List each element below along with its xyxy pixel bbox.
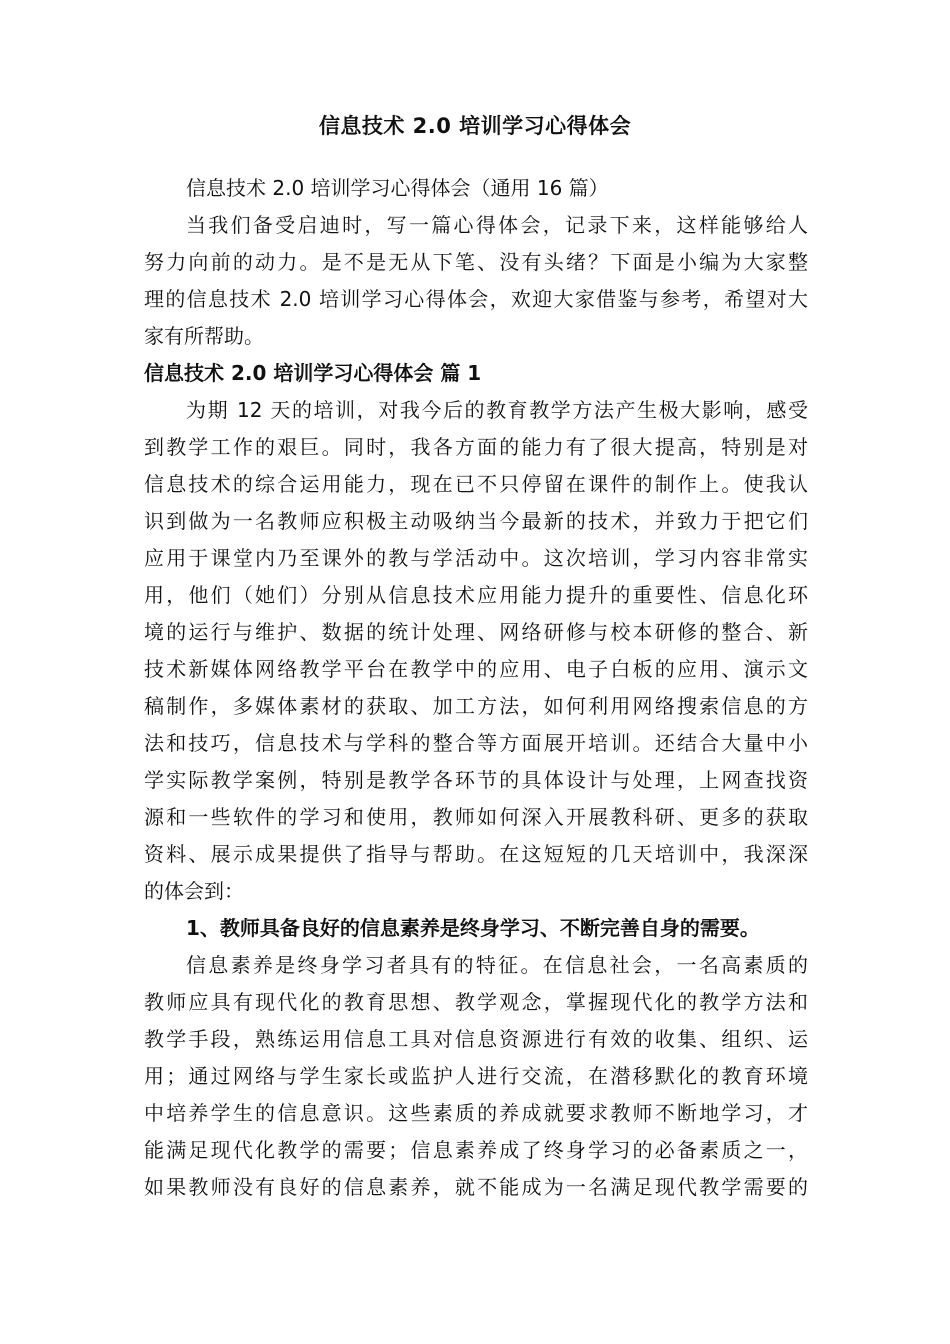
- paragraph-line: 境的运行与维护、数据的统计处理、网络研修与校本研修的整合、新: [144, 620, 808, 644]
- paragraph-line: 学实际教学案例，特别是教学各环节的具体设计与处理，上网查找资: [144, 768, 808, 792]
- paragraph-line: 到教学工作的艰巨。同时，我各方面的能力有了很大提高，特别是对: [144, 435, 808, 459]
- paragraph-line: 努力向前的动力。是不是无从下笔、没有头绪？下面是小编为大家整: [144, 250, 808, 274]
- document-title: 信息技术 2.0 培训学习心得体会: [318, 114, 632, 138]
- paragraph-line: 家有所帮助。: [144, 324, 264, 348]
- paragraph-line: 应用于课堂内乃至课外的教与学活动中。这次培训，学习内容非常实: [144, 546, 808, 570]
- paragraph-line: 信息技术的综合运用能力，现在已不只停留在课件的制作上。使我认: [144, 472, 808, 496]
- paragraph-line: 用，他们（她们）分别从信息技术应用能力提升的重要性、信息化环: [144, 583, 808, 607]
- document-body: [144, 170, 808, 1206]
- paragraph-line: 能满足现代化教学的需要；信息素养成了终身学习的必备素质之一，: [144, 1138, 808, 1162]
- paragraph-line: 的体会到：: [144, 879, 244, 903]
- paragraph-line: 为期 12 天的培训，对我今后的教育教学方法产生极大影响，感受: [186, 398, 808, 422]
- paragraph-line: 中培养学生的信息意识。这些素质的养成就要求教师不断地学习，才: [144, 1101, 808, 1125]
- paragraph-line: 识到做为一名教师应积极主动吸纳当今最新的技术，并致力于把它们: [144, 509, 808, 533]
- paragraph-line: 理的信息技术 2.0 培训学习心得体会，欢迎大家借鉴与参考，希望对大: [144, 287, 808, 311]
- paragraph-line: 教学手段，熟练运用信息工具对信息资源进行有效的收集、组织、运: [144, 1027, 808, 1051]
- paragraph-line: 稿制作，多媒体素材的获取、加工方法，如何利用网络搜索信息的方: [144, 694, 808, 718]
- paragraph-line: 技术新媒体网络教学平台在教学中的应用、电子白板的应用、演示文: [144, 657, 808, 681]
- paragraph-line: 资料、展示成果提供了指导与帮助。在这短短的几天培训中，我深深: [144, 842, 808, 866]
- paragraph-line: 信息素养是终身学习者具有的特征。在信息社会，一名高素质的: [186, 953, 808, 977]
- paragraph-line: 法和技巧，信息技术与学科的整合等方面展开培训。还结合大量中小: [144, 731, 808, 755]
- paragraph-line: 当我们备受启迪时，写一篇心得体会，记录下来，这样能够给人: [186, 213, 808, 237]
- section-heading-line: 1、教师具备良好的信息素养是终身学习、不断完善自身的需要。: [186, 916, 760, 940]
- paragraph-line: 源和一些软件的学习和使用，教师如何深入开展教科研、更多的获取: [144, 805, 808, 829]
- paragraph-line: 教师应具有现代化的教育思想、教学观念，掌握现代化的教学方法和: [144, 990, 808, 1014]
- paragraph-line: 信息技术 2.0 培训学习心得体会（通用 16 篇）: [186, 176, 609, 200]
- section-heading-line: 信息技术 2.0 培训学习心得体会 篇 1: [144, 361, 482, 385]
- paragraph-line: 用；通过网络与学生家长或监护人进行交流，在潜移默化的教育环境: [144, 1064, 808, 1088]
- paragraph-line: 如果教师没有良好的信息素养，就不能成为一名满足现代教学需要的: [144, 1175, 808, 1199]
